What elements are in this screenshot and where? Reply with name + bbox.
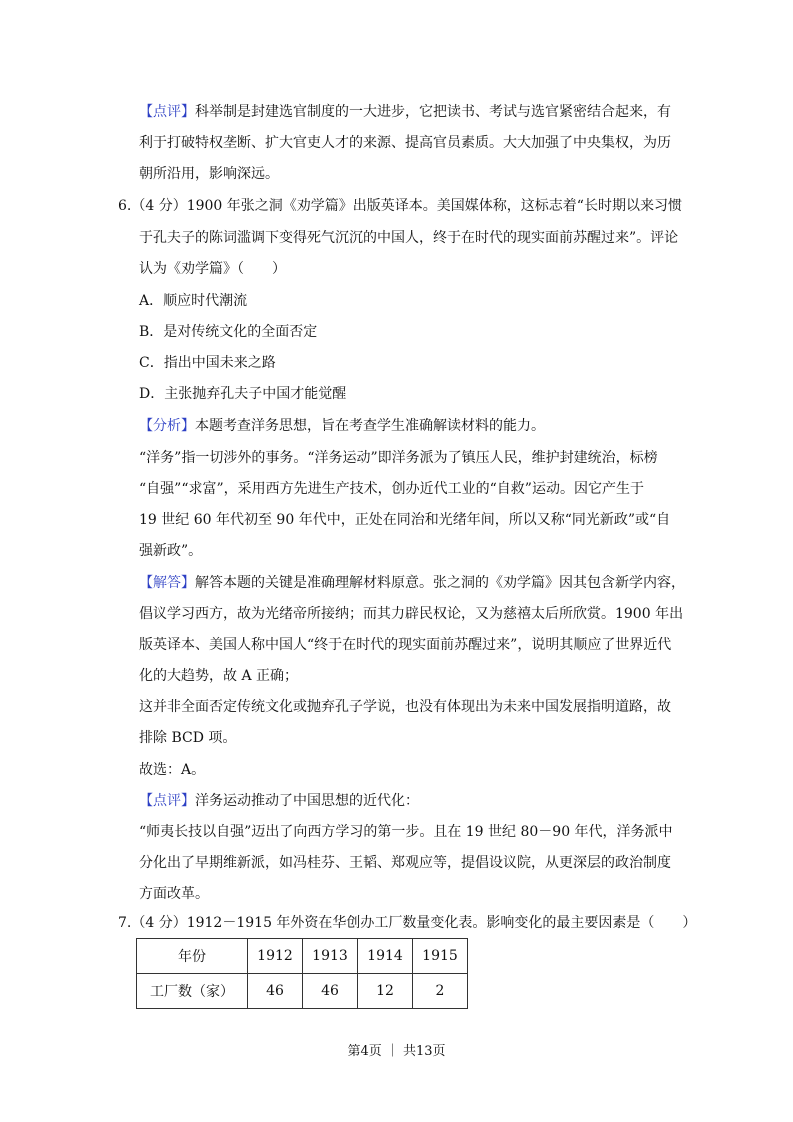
review-1-line-2: 利于打破特权垄断、扩大官吏人才的来源、提高官员素质。大大加强了中央集权，为历 [139, 135, 671, 151]
answer-line-5: 这并非全面否定传统文化或抛弃孔子学说，也没有体现出为未来中国发展指明道路，故 [139, 699, 671, 715]
table-cell: 1913 [303, 939, 358, 974]
analysis-line-2: “洋务”指一切涉外的事务。“洋务运动”即洋务派为了镇压人民，维护封建统治，标榜 [139, 450, 658, 466]
analysis-tag: 【分析】 [139, 418, 195, 434]
table-cell: 年份 [137, 939, 248, 974]
option-d: D．主张抛弃孔夫子中国才能觉醒 [139, 386, 347, 402]
table-cell: 2 [413, 974, 468, 1009]
table-cell: 1914 [358, 939, 413, 974]
answer-line-2: 倡议学习西方，故为光绪帝所接纳；而其力辟民权论，又为慈禧太后所欣赏。1900 年出 [139, 606, 684, 622]
factory-table [136, 938, 468, 1009]
question-7-line-1: 7.（4 分）1912－1915 年外资在华创办工厂数量变化表。影响变化的最主要因素是（ ） [118, 915, 697, 931]
table-cell: 46 [303, 974, 358, 1009]
question-6-line-3: 认为《劝学篇》（ ） [139, 261, 286, 277]
answer-tag: 【解答】 [139, 575, 195, 591]
option-b: B．是对传统文化的全面否定 [139, 324, 318, 340]
analysis-line-1: 【分析】本题考查洋务思想，旨在考查学生准确解读材料的能力。 [139, 418, 545, 434]
table-cell: 工厂数（家） [137, 974, 248, 1009]
answer-line-6: 排除 BCD 项。 [139, 730, 237, 746]
table-cell: 46 [248, 974, 303, 1009]
analysis-line-5: 强新政”。 [139, 543, 203, 559]
table-row [137, 974, 468, 1009]
question-6-line-2: 于孔夫子的陈词滥调下变得死气沉沉的中国人，终于在时代的现实面前苏醒过来”。评论 [139, 230, 679, 246]
answer-line-7: 故选：A。 [139, 762, 206, 778]
table-cell: 1912 [248, 939, 303, 974]
table-cell: 12 [358, 974, 413, 1009]
answer-line-4: 化的大趋势，故 A 正确； [139, 668, 299, 684]
analysis-line-4: 19 世纪 60 年代初至 90 年代中，正处在同治和光绪年间，所以又称“同光新政”或“自 [139, 512, 671, 528]
page-footer: 第4页 ｜ 共13页 [347, 1044, 446, 1059]
table-cell: 1915 [413, 939, 468, 974]
option-c: C．指出中国未来之路 [139, 355, 276, 371]
review-1-line-1: 【点评】科举制是封建选官制度的一大进步，它把读书、考试与选官紧密结合起来，有 [139, 104, 671, 120]
answer-line-1: 【解答】解答本题的关键是准确理解材料原意。张之洞的《劝学篇》因其包含新学内容， [139, 575, 685, 591]
review-2-line-4: 方面改革。 [139, 886, 209, 902]
review-2-line-3: 分化出了早期维新派，如冯桂芬、王韬、郑观应等，提倡设议院，从更深层的政治制度 [139, 855, 671, 871]
option-a: A．顺应时代潮流 [139, 293, 248, 309]
review-tag: 【点评】 [139, 793, 195, 809]
answer-line-3: 版英译本、美国人称中国人“终于在时代的现实面前苏醒过来”，说明其顺应了世界近代 [139, 637, 672, 653]
table-row [137, 939, 468, 974]
review-2-line-1: 【点评】洋务运动推动了中国思想的近代化： [139, 793, 419, 809]
analysis-line-3: “自强”“求富”，采用西方先进生产技术，创办近代工业的“自救”运动。因它产生于 [139, 481, 644, 497]
review-2-line-2: “师夷长技以自强”迈出了向西方学习的第一步。且在 19 世纪 80－90 年代，洋务派中 [139, 824, 673, 840]
review-1-line-3: 朝所沿用，影响深远。 [139, 166, 279, 182]
question-6-line-1: 6.（4 分）1900 年张之洞《劝学篇》出版英译本。美国媒体称，这标志着“长时期以来习惯 [118, 198, 682, 214]
review-tag: 【点评】 [139, 104, 195, 120]
